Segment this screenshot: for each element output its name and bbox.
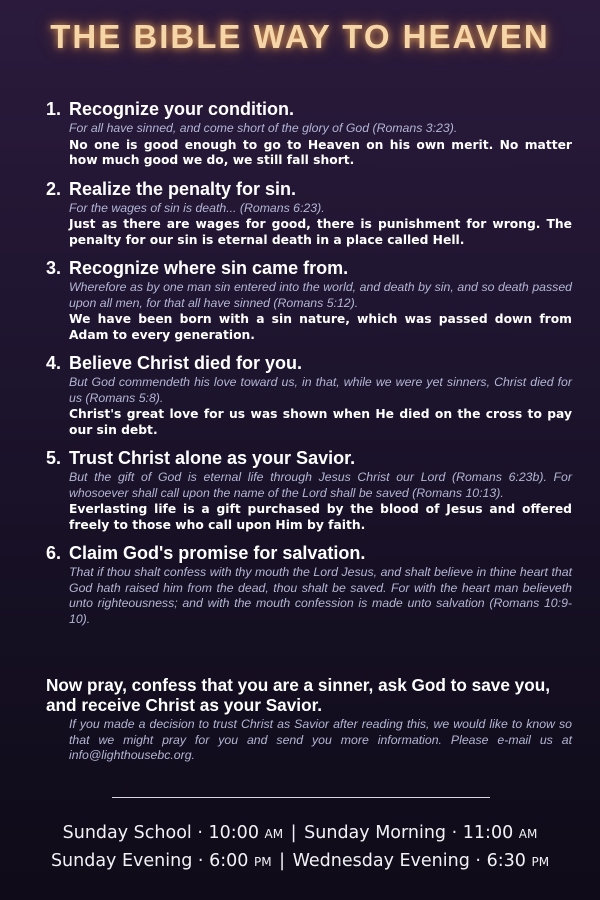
step-6 bbox=[46, 542, 572, 627]
prayer-heading: Now pray, confess that you are a sinner, ask God to save you, and receive Christ as your Savior. bbox=[46, 675, 551, 715]
sunday-morning-label: Sunday Morning bbox=[304, 823, 447, 843]
step-body bbox=[69, 121, 572, 169]
step-title: Realize the penalty for sin. bbox=[69, 178, 297, 199]
sunday-evening-time: 6:00 bbox=[209, 851, 249, 871]
step-heading bbox=[46, 542, 572, 564]
step-heading bbox=[46, 352, 572, 374]
dot-separator: · bbox=[475, 851, 481, 871]
step-title: Recognize your condition. bbox=[69, 99, 295, 119]
step-verse: But the gift of God is eternal life through Jesus Christ our Lord (Romans 6:23b). For whosoever shall call upon the name of the Lord shall be saved (Romans 10:13). bbox=[69, 470, 572, 500]
prayer-section bbox=[46, 675, 572, 764]
step-body bbox=[69, 280, 572, 343]
step-body bbox=[69, 565, 572, 627]
dot-separator: · bbox=[451, 823, 458, 843]
step-body bbox=[69, 201, 572, 249]
step-verse: For the wages of sin is death... (Romans 6:23). bbox=[69, 200, 325, 215]
am-label: AM bbox=[264, 827, 284, 841]
step-verse: Wherefore as by one man sin entered into the world, and death by sin, and so death passed upon all men, for that all have sinned (Romans 5:12). bbox=[69, 280, 572, 310]
step-4 bbox=[46, 352, 572, 438]
step-title: Recognize where sin came from. bbox=[69, 258, 349, 278]
sunday-morning-time: 11:00 bbox=[462, 823, 514, 843]
step-body bbox=[69, 375, 572, 438]
dot-separator: · bbox=[197, 851, 204, 871]
schedule-row-sunday bbox=[0, 823, 600, 843]
step-title: Claim God's promise for salvation. bbox=[69, 543, 366, 563]
divider bbox=[112, 797, 490, 798]
step-5 bbox=[46, 447, 572, 533]
step-explanation: Christ's great love for us was shown when He died on the cross to pay our sin debt. bbox=[69, 407, 572, 437]
step-verse: But God commendeth his love toward us, in that, while we were yet sinners, Christ died for us (Romans 5:8). bbox=[69, 375, 572, 405]
step-number: 5. bbox=[46, 448, 62, 468]
wednesday-evening-time: 6:30 bbox=[486, 851, 526, 871]
step-title: Trust Christ alone as your Savior. bbox=[69, 448, 356, 468]
step-explanation: Just as there are wages for good, there is punishment for wrong. The penalty for our sin is eternal death in a place called Hell. bbox=[69, 217, 572, 247]
step-number: 2. bbox=[46, 178, 62, 199]
step-number: 3. bbox=[46, 258, 62, 278]
step-number: 1. bbox=[46, 99, 62, 119]
step-heading bbox=[46, 257, 572, 279]
bar-separator: | bbox=[279, 851, 286, 871]
sunday-school-label: Sunday School bbox=[62, 823, 192, 843]
step-explanation: Everlasting life is a gift purchased by the blood of Jesus and offered freely to those who call upon Him by faith. bbox=[69, 502, 572, 532]
step-title: Believe Christ died for you. bbox=[69, 353, 303, 373]
steps-list bbox=[46, 98, 572, 636]
step-explanation: No one is good enough to go to Heaven on his own merit. No matter how much good we do, we still fall short. bbox=[69, 137, 572, 167]
step-verse: That if thou shalt confess with thy mouth the Lord Jesus, and shalt believe in thine heart that God hath raised him from the dead, thou shalt be saved. For with the heart man believeth unto righteousness; and with the mouth confession is made unto salvation (Romans 10:9-10). bbox=[69, 565, 572, 626]
step-3 bbox=[46, 257, 572, 343]
step-number: 6. bbox=[46, 543, 62, 563]
step-heading bbox=[46, 178, 572, 200]
step-explanation: We have been born with a sin nature, which was passed down from Adam to every generation. bbox=[69, 312, 572, 342]
step-heading bbox=[46, 98, 572, 120]
prayer-note: If you made a decision to trust Christ as Savior after reading this, we would like to know so that we might pray for you and send you more information. Please e-mail us at info@lighthousebc.org. bbox=[69, 717, 572, 762]
pm-label: PM bbox=[531, 855, 550, 869]
schedule-row-evening bbox=[0, 851, 600, 871]
step-heading bbox=[46, 447, 572, 469]
step-body bbox=[69, 470, 572, 533]
bar-separator: | bbox=[290, 823, 297, 843]
am-label: AM bbox=[518, 827, 538, 841]
wednesday-evening-label: Wednesday Evening bbox=[292, 851, 470, 871]
sunday-school-time: 10:00 bbox=[208, 823, 259, 843]
dot-separator: · bbox=[197, 823, 203, 843]
step-1 bbox=[46, 98, 572, 169]
page-title: THE BIBLE WAY TO HEAVEN bbox=[50, 18, 550, 55]
pm-label: PM bbox=[253, 855, 272, 869]
step-number: 4. bbox=[46, 353, 62, 373]
step-2 bbox=[46, 178, 572, 249]
step-verse: For all have sinned, and come short of the glory of God (Romans 3:23). bbox=[69, 121, 458, 135]
sunday-evening-label: Sunday Evening bbox=[50, 851, 193, 871]
